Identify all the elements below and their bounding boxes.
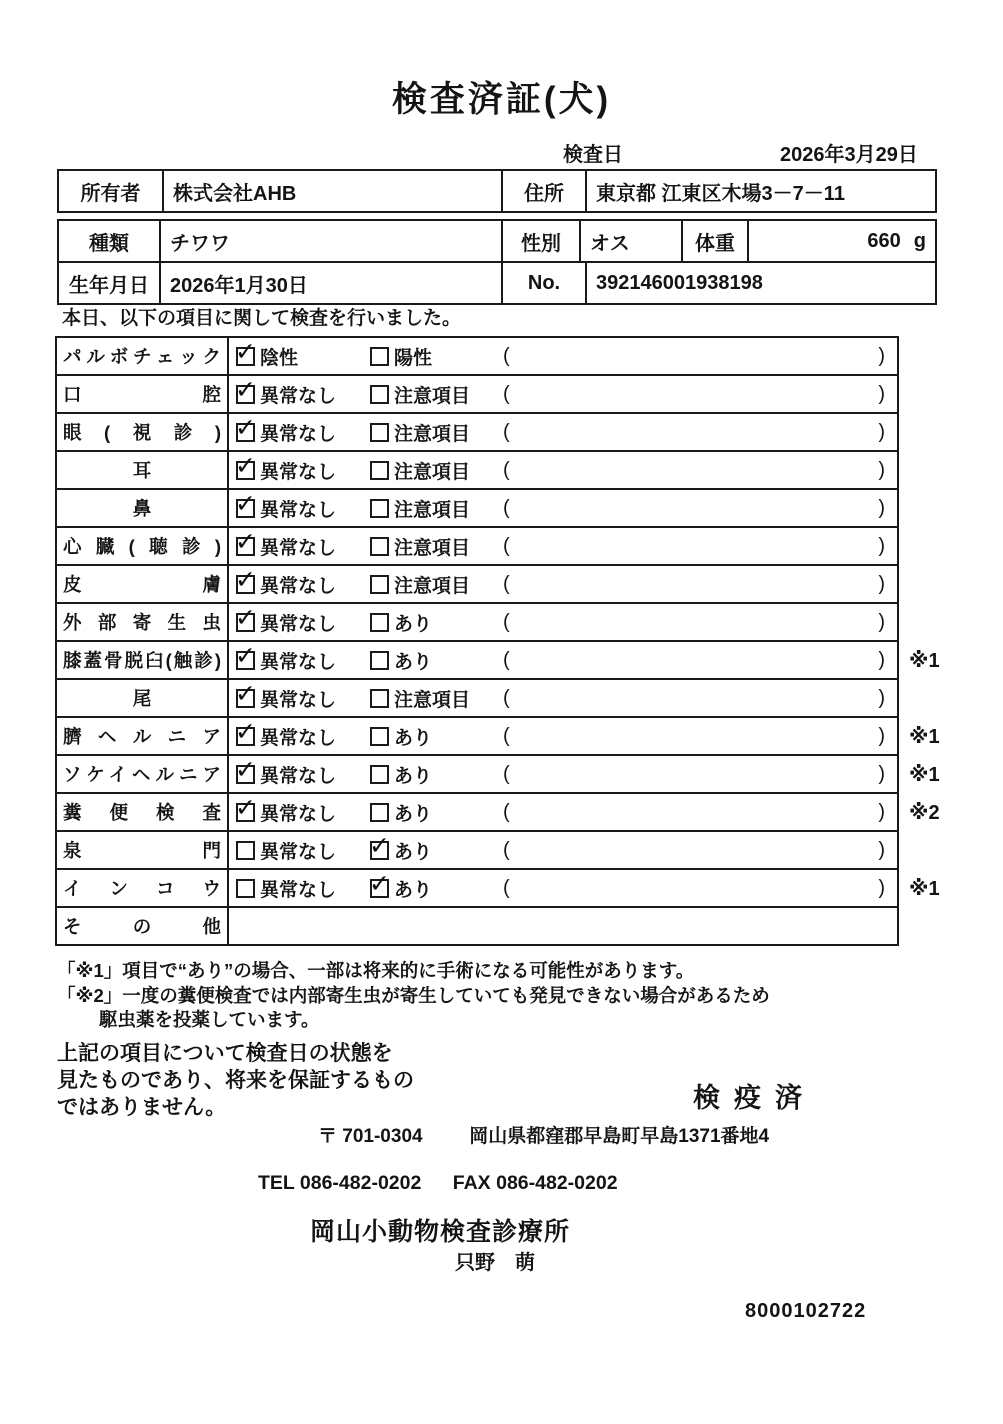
remarks-field [503,611,897,634]
no-value: 392146001938198 [586,262,936,304]
item-result [228,869,898,907]
option-group [236,685,370,712]
item-result [228,679,898,717]
serial-number: 8000102722 [745,1299,867,1322]
sex-label: 性別 [502,220,580,262]
row-note: ※1 [909,763,940,786]
item-name: パルボチェック [56,337,228,375]
option-group [370,837,503,864]
option-label: 異常なし [260,537,337,559]
disclaimer-statement [57,1040,1003,1121]
item-name: 外部寄生虫 [56,603,228,641]
clinic-contact-line [258,1171,1003,1196]
checkbox-checked-icon [236,765,255,784]
item-name: 心臓(聴診) [56,527,228,565]
remarks-field [503,877,897,900]
clinic-fax: FAX 086-482-0202 [452,1171,618,1194]
remarks-field [503,535,897,558]
option-group [236,761,370,788]
breed-row [58,220,936,262]
option-group [370,875,503,902]
item-result [228,907,898,945]
option-label: 注意項目 [394,385,471,407]
paren-open: ( [503,534,510,557]
option-group [236,343,370,370]
remarks-field [503,839,897,862]
option-label: 異常なし [260,879,337,901]
quarantine-stamp: 検疫済 [693,1082,816,1113]
checkbox-checked-icon [236,689,255,708]
clinic-tel: TEL 086-482-0202 [258,1171,422,1194]
row-note [898,489,960,527]
remarks-field [503,687,897,710]
paren-close: ) [878,876,885,899]
item-name: 尾 [56,679,228,717]
option-label: あり [394,879,433,901]
option-group [236,647,370,674]
option-group [370,381,503,408]
paren-open: ( [503,800,510,823]
paren-open: ( [503,610,510,633]
birthdate-label: 生年月日 [58,262,160,304]
paren-open: ( [503,762,510,785]
row-note [898,337,960,375]
address-value: 東京都 江東区木場3－7－11 [586,170,936,212]
paren-close: ) [878,420,885,443]
inspection-date-row [0,138,1003,164]
paren-open: ( [503,648,510,671]
examiner-name: 只野 萌 [455,1251,535,1274]
inspection-row [56,755,960,793]
footnote-2: 「※2」一度の糞便検査では内部寄生虫が寄生していても発見できない場合があるため [57,984,770,1006]
option-group [236,533,370,560]
inspection-row [56,679,960,717]
option-group [370,685,503,712]
option-group [236,419,370,446]
option-label: 陽性 [394,347,433,369]
item-result [228,413,898,451]
option-group [370,723,503,750]
option-label: 異常なし [260,689,337,711]
row-note [898,603,960,641]
remarks-field [503,459,897,482]
paren-close: ) [878,610,885,633]
row-note: ※1 [909,649,940,672]
paren-open: ( [503,838,510,861]
inspection-row [56,337,960,375]
paren-close: ) [878,800,885,823]
checkbox-checked-icon [370,841,389,860]
owner-label: 所有者 [58,170,163,212]
remarks-field [503,421,897,444]
checkbox-unchecked-icon [370,499,389,518]
checkbox-unchecked-icon [370,727,389,746]
paren-close: ) [878,724,885,747]
option-label: 異常なし [260,727,337,749]
clinic-address-line [318,1124,1003,1149]
checkbox-checked-icon [370,879,389,898]
option-label: あり [394,651,433,673]
option-group [236,571,370,598]
row-note [898,565,960,603]
item-name: その他 [56,907,228,945]
option-label: 注意項目 [394,461,471,483]
paren-close: ) [878,382,885,405]
paren-open: ( [503,382,510,405]
inspection-row [56,831,960,869]
item-result [228,793,898,831]
paren-close: ) [878,458,885,481]
paren-close: ) [878,686,885,709]
option-group [236,457,370,484]
checkbox-checked-icon [236,537,255,556]
option-label: 異常なし [260,385,337,407]
option-label: 注意項目 [394,689,471,711]
option-group [370,495,503,522]
option-label: あり [394,765,433,787]
inspection-row [56,603,960,641]
item-result [228,565,898,603]
item-name: 皮膚 [56,565,228,603]
checkbox-unchecked-icon [370,347,389,366]
remarks-field [503,649,897,672]
row-note [898,451,960,489]
item-name: 口腔 [56,375,228,413]
option-label: あり [394,803,433,825]
item-result [228,375,898,413]
item-result [228,527,898,565]
address-label: 住所 [502,170,586,212]
checkbox-checked-icon [236,461,255,480]
breed-label: 種類 [58,220,160,262]
item-name: 泉門 [56,831,228,869]
option-label: 注意項目 [394,423,471,445]
inspection-row [56,489,960,527]
row-note [898,831,960,869]
option-group [236,495,370,522]
statement-line-1: 上記の項目について検査日の状態を [57,1041,393,1065]
option-label: 注意項目 [394,537,471,559]
paren-close: ) [878,344,885,367]
option-group [370,761,503,788]
option-group [236,609,370,636]
item-name: 臍ヘルニア [56,717,228,755]
row-note [898,375,960,413]
checkbox-checked-icon [236,803,255,822]
row-note [898,679,960,717]
option-label: 異常なし [260,841,337,863]
inspection-date-label: 検査日 [563,144,623,166]
paren-close: ) [878,496,885,519]
statement-block [57,1040,1003,1122]
inspection-row [56,565,960,603]
inspection-row [56,869,960,907]
item-name: 眼(視診) [56,413,228,451]
inspection-row [56,413,960,451]
checkbox-unchecked-icon [370,613,389,632]
option-label: 陰性 [260,347,299,369]
checkbox-unchecked-icon [370,537,389,556]
checkbox-unchecked-icon [370,385,389,404]
option-group [370,799,503,826]
option-group [236,875,370,902]
inspection-row [56,451,960,489]
inspection-row [56,375,960,413]
birthdate-value: 2026年1月30日 [160,262,502,304]
option-label: 注意項目 [394,575,471,597]
inspection-row [56,527,960,565]
weight-label: 体重 [682,220,748,262]
item-result [228,603,898,641]
birthdate-row [58,262,936,304]
weight-value [748,220,936,262]
paren-close: ) [878,572,885,595]
page-title: 検査済証(犬) [391,80,612,119]
checkbox-checked-icon [236,499,255,518]
footnote-3: 駆虫薬を投薬しています。 [99,1009,320,1030]
checkbox-checked-icon [236,727,255,746]
option-label: あり [394,727,433,749]
checkbox-unchecked-icon [236,841,255,860]
row-note [898,527,960,565]
item-result [228,451,898,489]
option-label: 異常なし [260,613,337,635]
inspection-row [56,717,960,755]
option-label: 異常なし [260,423,337,445]
checkbox-checked-icon [236,613,255,632]
inspection-table [55,336,961,946]
option-label: あり [394,613,433,635]
option-group [370,647,503,674]
no-label: No. [502,262,586,304]
checkbox-unchecked-icon [370,765,389,784]
row-note [898,907,960,945]
checkbox-unchecked-icon [370,423,389,442]
animal-table [57,219,937,305]
inspection-row [56,793,960,831]
item-result [228,489,898,527]
checkbox-unchecked-icon [370,651,389,670]
postal-code: 〒 701-0304 [318,1125,423,1147]
remarks-field [503,801,897,824]
owner-table [57,169,937,213]
item-result [228,717,898,755]
option-group [370,609,503,636]
row-note: ※1 [909,725,940,748]
option-group [370,343,503,370]
statement-line-3: ではありません。 [57,1095,227,1119]
option-group [236,723,370,750]
paren-close: ) [878,534,885,557]
option-group [370,457,503,484]
sex-value: オス [580,220,682,262]
option-label: あり [394,841,433,863]
item-result [228,831,898,869]
option-label: 異常なし [260,499,337,521]
option-label: 異常なし [260,651,337,673]
checkbox-unchecked-icon [370,461,389,480]
clinic-address: 岡山県都窪郡早島町早島1371番地4 [469,1125,770,1147]
remarks-field [503,725,897,748]
inspection-table-body [56,337,960,945]
paren-close: ) [878,762,885,785]
option-group [370,419,503,446]
option-group [236,799,370,826]
option-label: 注意項目 [394,499,471,521]
checkbox-checked-icon [236,423,255,442]
option-label: 異常なし [260,765,337,787]
weight-number: 660 [867,229,901,252]
remarks-field [503,573,897,596]
option-group [370,571,503,598]
inspection-row [56,907,960,945]
item-name: 鼻 [56,489,228,527]
paren-open: ( [503,572,510,595]
remarks-field [503,345,897,368]
option-group [370,533,503,560]
option-label: 異常なし [260,803,337,825]
checkbox-checked-icon [236,575,255,594]
weight-unit: g [913,229,926,252]
row-note: ※1 [909,877,940,900]
inspection-date-value: 2026年3月29日 [780,144,918,166]
paren-open: ( [503,686,510,709]
checkbox-checked-icon [236,385,255,404]
paren-open: ( [503,724,510,747]
row-note: ※2 [909,801,940,824]
paren-open: ( [503,420,510,443]
checkbox-unchecked-icon [370,575,389,594]
owner-row [58,170,936,212]
footnotes [57,959,1003,1033]
footnote-1: 「※1」項目で“あり”の場合、一部は将来的に手術になる可能性があります。 [57,960,695,981]
checkbox-unchecked-icon [236,879,255,898]
remarks-field [503,383,897,406]
breed-value: チワワ [160,220,502,262]
item-name: 糞便検査 [56,793,228,831]
item-result [228,641,898,679]
row-note [898,413,960,451]
intro-text: 本日、以下の項目に関して検査を行いました。 [62,308,462,329]
option-label: 異常なし [260,461,337,483]
paren-open: ( [503,496,510,519]
remarks-field [503,497,897,520]
inspection-row [56,641,960,679]
statement-line-2: 見たものであり、将来を保証するもの [57,1068,414,1092]
checkbox-checked-icon [236,651,255,670]
remarks-field [503,763,897,786]
option-label: 異常なし [260,575,337,597]
owner-value: 株式会社AHB [163,170,502,212]
item-result [228,337,898,375]
checkbox-unchecked-icon [370,803,389,822]
item-name: インコウ [56,869,228,907]
item-name: 膝蓋骨脱臼(触診) [56,641,228,679]
paren-close: ) [878,838,885,861]
item-result [228,755,898,793]
checkbox-unchecked-icon [370,689,389,708]
paren-close: ) [878,648,885,671]
option-group [236,381,370,408]
paren-open: ( [503,344,510,367]
option-group [236,837,370,864]
item-name: 耳 [56,451,228,489]
clinic-name: 岡山小動物検査診療所 [310,1217,571,1246]
item-name: ソケイヘルニア [56,755,228,793]
paren-open: ( [503,876,510,899]
checkbox-checked-icon [236,347,255,366]
paren-open: ( [503,458,510,481]
